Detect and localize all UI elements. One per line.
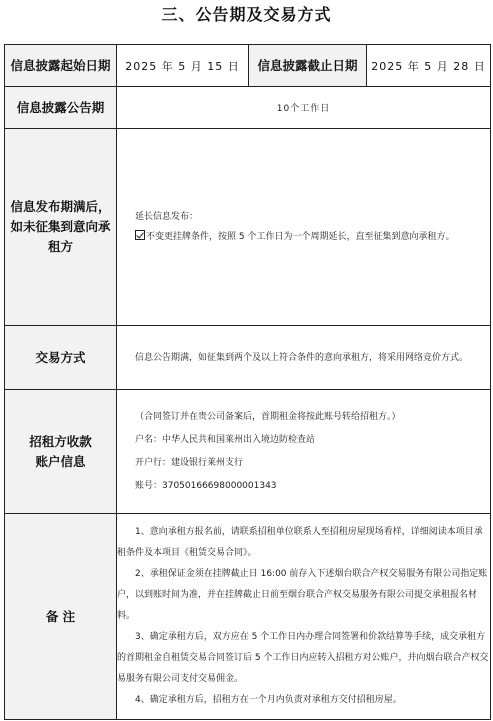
expiry-label	[5, 129, 117, 326]
remark-item-3: 3、确定承租方后，双方应在 5 个工作日内办理合同签署和价款结算等手续，成交承租方的首期租金自租赁交易合同签订后 5 个工作日内应转入招租方对公账户，并向烟台联合产权交易服务有限公司支付交易佣金。	[117, 632, 489, 684]
extension-option-text: 不变更挂牌条件，按照 5 个工作日为一个周期延长，直至征集到意向承租方。	[146, 232, 455, 242]
account-note: （合同签订并在贵公司备案后，首期租金将按此账号转给招租方。）	[135, 411, 401, 422]
trade-method-content	[117, 326, 491, 390]
period-value: 10个工作日	[117, 87, 491, 129]
remark-item-1: 1、意向承租方报名前，请联系招租单位联系人至招租房屋现场看样，详细阅读本项目承租条件及本项目《租赁交易合同》。	[117, 527, 483, 558]
extension-heading: 延长信息发布：	[135, 212, 199, 222]
remark-item-4: 4、确定承租方后，招租方在一个月内负责对承租方交付招租房屋。	[135, 695, 402, 705]
disclosure-period-row	[5, 87, 491, 129]
trade-method-label: 交易方式	[5, 326, 117, 390]
account-label-line2: 账户信息	[35, 453, 86, 469]
account-label	[5, 390, 117, 514]
account-name: 户名：中华人民共和国莱州出入境边防检查站	[135, 434, 316, 445]
start-date-label: 信息披露起始日期	[5, 45, 117, 87]
account-content	[117, 390, 491, 514]
account-number: 账号：37050166698000001343	[135, 480, 277, 491]
disclosure-table	[4, 44, 491, 720]
expiry-label-line3: 租方	[47, 239, 73, 254]
remarks-label: 备 注	[5, 514, 117, 720]
extension-option	[117, 227, 490, 247]
trade-method-text: 信息公告期满，如征集到两个及以上符合条件的意向承租方，将采用网络竞价方式。	[135, 352, 469, 363]
remarks-content	[117, 514, 491, 720]
account-bank: 开户行：建设银行莱州支行	[135, 457, 244, 468]
remark-item-2: 2、承租保证金须在挂牌截止日 16:00 前存入下述烟台联合产权交易服务有限公司指定账户，以到账时间为准，并在挂牌截止日前至烟台联合产权交易服务有限公司提交承租报名材料。	[117, 569, 488, 621]
end-date-value: 2025 年 5 月 28 日	[367, 45, 491, 87]
expiry-content	[117, 129, 491, 326]
expiry-row	[5, 129, 491, 326]
trade-method-row	[5, 326, 491, 390]
remarks-row	[5, 514, 491, 720]
account-label-line1: 招租方收款	[29, 433, 92, 449]
account-row	[5, 390, 491, 514]
period-label: 信息披露公告期	[5, 87, 117, 129]
disclosure-dates-row	[5, 45, 491, 87]
checked-checkbox-icon	[135, 230, 145, 240]
end-date-label: 信息披露截止日期	[249, 45, 367, 87]
expiry-label-line2: 如未征集到意向承	[10, 219, 111, 234]
expiry-label-line1: 信息发布期满后，	[10, 199, 111, 214]
section-title: 三、公告期及交易方式	[161, 5, 332, 24]
start-date-value: 2025 年 5 月 15 日	[117, 45, 249, 87]
